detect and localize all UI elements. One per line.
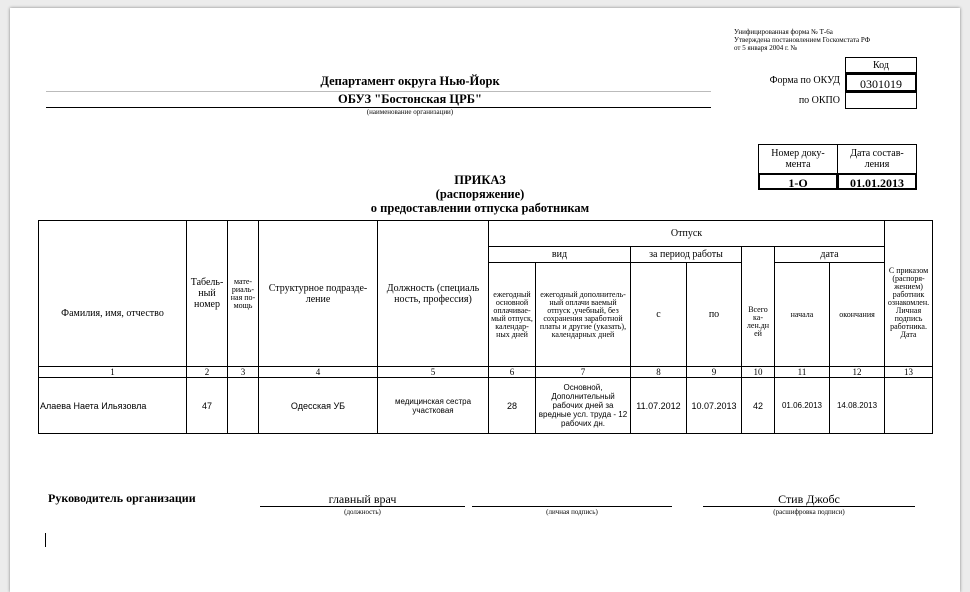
column-number: 8 — [631, 367, 687, 378]
column-number: 1 — [39, 367, 187, 378]
column-number: 13 — [885, 367, 933, 378]
column-number: 7 — [536, 367, 631, 378]
okpo-value — [845, 92, 917, 109]
name-caption: (расшифровка подписи) — [773, 508, 845, 516]
form-info — [734, 28, 934, 52]
document-title — [240, 173, 720, 215]
organization-caption: (наименование организации) — [366, 108, 454, 116]
cell-start: 01.06.2013 — [775, 378, 830, 434]
cell-annual-main: 28 — [489, 378, 536, 434]
cell-annual-extra: Основной, Дополнительный рабочих дней за вредные усл. труда - 12 рабочих дн. — [536, 378, 631, 434]
column-number: 4 — [259, 367, 378, 378]
column-numbers-row — [39, 367, 933, 378]
header-position: Должность (специаль ность, профессия) — [378, 221, 489, 367]
code-header: Код — [845, 57, 917, 73]
position-caption: (должность) — [344, 508, 381, 516]
header-department: Структурное подразде-ление — [259, 221, 378, 367]
cell-tab-number: 47 — [187, 378, 228, 434]
header-name: Фамилия, имя, отчество — [39, 221, 187, 367]
header-to: по — [687, 263, 742, 367]
column-number: 12 — [830, 367, 885, 378]
signature-label: Руководитель организации — [48, 491, 196, 505]
text-cursor[interactable] — [45, 533, 46, 547]
doc-number-label: Номер доку-мента — [758, 144, 838, 174]
header-total: Всего ка-лен.дн ей — [742, 247, 775, 367]
header-end: окончания — [830, 263, 885, 367]
header-kind: вид — [489, 247, 631, 263]
column-number: 5 — [378, 367, 489, 378]
personal-signature-line — [472, 506, 672, 507]
doc-date-value: 01.01.2013 — [837, 173, 917, 190]
name-line — [703, 506, 915, 507]
okpo-label: по ОКПО — [798, 95, 840, 106]
cell-department: Одесская УБ — [259, 378, 378, 434]
organization-name: ОБУЗ "Бостонская ЦРБ" — [338, 92, 482, 106]
header-tab-number: Табель-ный номер — [187, 221, 228, 367]
header-annual-extra: ежегодный дополнитель-ный оплачи ваемый отпуск ,учебный, без сохранения заработной платы и другие (указать), календарных дней — [536, 263, 631, 367]
header-material-aid: мате-риаль-ная по-мощь — [228, 221, 259, 367]
cell-material-aid — [228, 378, 259, 434]
header-vacation: Отпуск — [489, 221, 885, 247]
cell-acknowledged — [885, 378, 933, 434]
header-from: с — [631, 263, 687, 367]
cell-position: медицинская сестра участковая — [378, 378, 489, 434]
header-date: дата — [775, 247, 885, 263]
column-number: 11 — [775, 367, 830, 378]
okud-value: 0301019 — [845, 73, 917, 92]
header-period: за период работы — [631, 247, 742, 263]
signature-caption: (личная подпись) — [546, 508, 598, 516]
column-number: 3 — [228, 367, 259, 378]
document-page — [10, 8, 960, 592]
position-line — [260, 506, 465, 507]
form-info-line1: Унифицированная форма № Т-6а — [734, 28, 833, 36]
column-number: 10 — [742, 367, 775, 378]
doc-number-value: 1-О — [758, 173, 838, 190]
form-info-line3: от 5 января 2004 г. № — [734, 44, 798, 52]
okud-label: Форма по ОКУД — [769, 75, 840, 86]
title-line3: о предоставлении отпуска работникам — [370, 201, 590, 215]
header-acknowledged: С приказом (распоря-жением) работник ознакомлен. Личная подпись работника. Дата — [885, 221, 933, 367]
title-line1: ПРИКАЗ — [454, 173, 506, 187]
cell-total: 42 — [742, 378, 775, 434]
header-start: начала — [775, 263, 830, 367]
doc-date-label: Дата состав-ления — [837, 144, 917, 174]
column-number: 6 — [489, 367, 536, 378]
table-row — [39, 378, 933, 434]
signature-name: Стив Джобс — [778, 492, 840, 506]
vacation-table — [38, 220, 933, 434]
department-name: Департамент округа Нью-Йорк — [320, 74, 500, 88]
title-line2: (распоряжение) — [435, 187, 525, 201]
cell-end: 14.08.2013 — [830, 378, 885, 434]
cell-name: Алаева Наета Ильязовла — [39, 378, 187, 434]
cell-from: 11.07.2012 — [631, 378, 687, 434]
cell-to: 10.07.2013 — [687, 378, 742, 434]
form-info-line2: Утверждена постановлением Госкомстата РФ — [734, 36, 871, 44]
signature-position: главный врач — [328, 492, 397, 506]
header-annual-main: ежегодный основной оплачивае-мый отпуск, календар-ных дней — [489, 263, 536, 367]
column-number: 2 — [187, 367, 228, 378]
column-number: 9 — [687, 367, 742, 378]
